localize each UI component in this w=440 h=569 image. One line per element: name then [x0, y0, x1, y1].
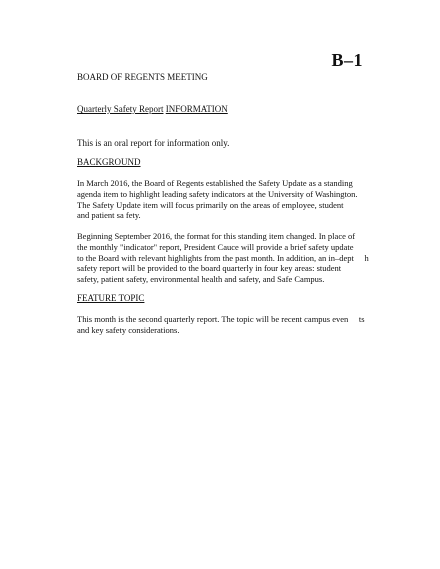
- paragraph-line: to the Board with relevant highlights from the past month. In addition, an in–dept h: [77, 252, 369, 263]
- paragraph-line: safety report will be provided to the board quarterly in four key areas: student: [77, 263, 342, 274]
- report-title: [77, 104, 228, 114]
- document-label: B–1: [331, 50, 363, 70]
- report-type: INFORMATION: [165, 104, 228, 114]
- paragraph-line: agenda item to highlight leading safety indicators at the University of Washington.: [77, 188, 358, 199]
- oral-note: This is an oral report for information only.: [77, 138, 230, 148]
- feature-topic-heading: FEATURE TOPIC: [77, 293, 145, 303]
- paragraph-line: the monthly "indicator" report, President Cauce will provide a brief safety update: [77, 241, 354, 252]
- paragraph-line: Beginning September 2016, the format for this standing item changed. In place of: [77, 231, 356, 241]
- background-paragraph-1: [77, 178, 377, 221]
- feature-topic-paragraph: [77, 314, 377, 336]
- paragraph-line: The Safety Update item will focus primarily on the areas of employee, student: [77, 199, 344, 210]
- meeting-title: BOARD OF REGENTS MEETING: [77, 72, 208, 82]
- paragraph-line: This month is the second quarterly report. The topic will be recent campus even ts: [77, 314, 365, 324]
- report-title-text: Quarterly Safety Report: [77, 104, 164, 114]
- background-paragraph-2: [77, 231, 377, 285]
- paragraph-line: and patient sa fety.: [77, 210, 141, 221]
- paragraph-line: and key safety considerations.: [77, 324, 180, 335]
- background-heading: BACKGROUND: [77, 157, 141, 167]
- paragraph-line: In March 2016, the Board of Regents established the Safety Update as a standing: [77, 178, 353, 188]
- paragraph-line: safety, patient safety, environmental health and safety, and Safe Campus.: [77, 274, 325, 285]
